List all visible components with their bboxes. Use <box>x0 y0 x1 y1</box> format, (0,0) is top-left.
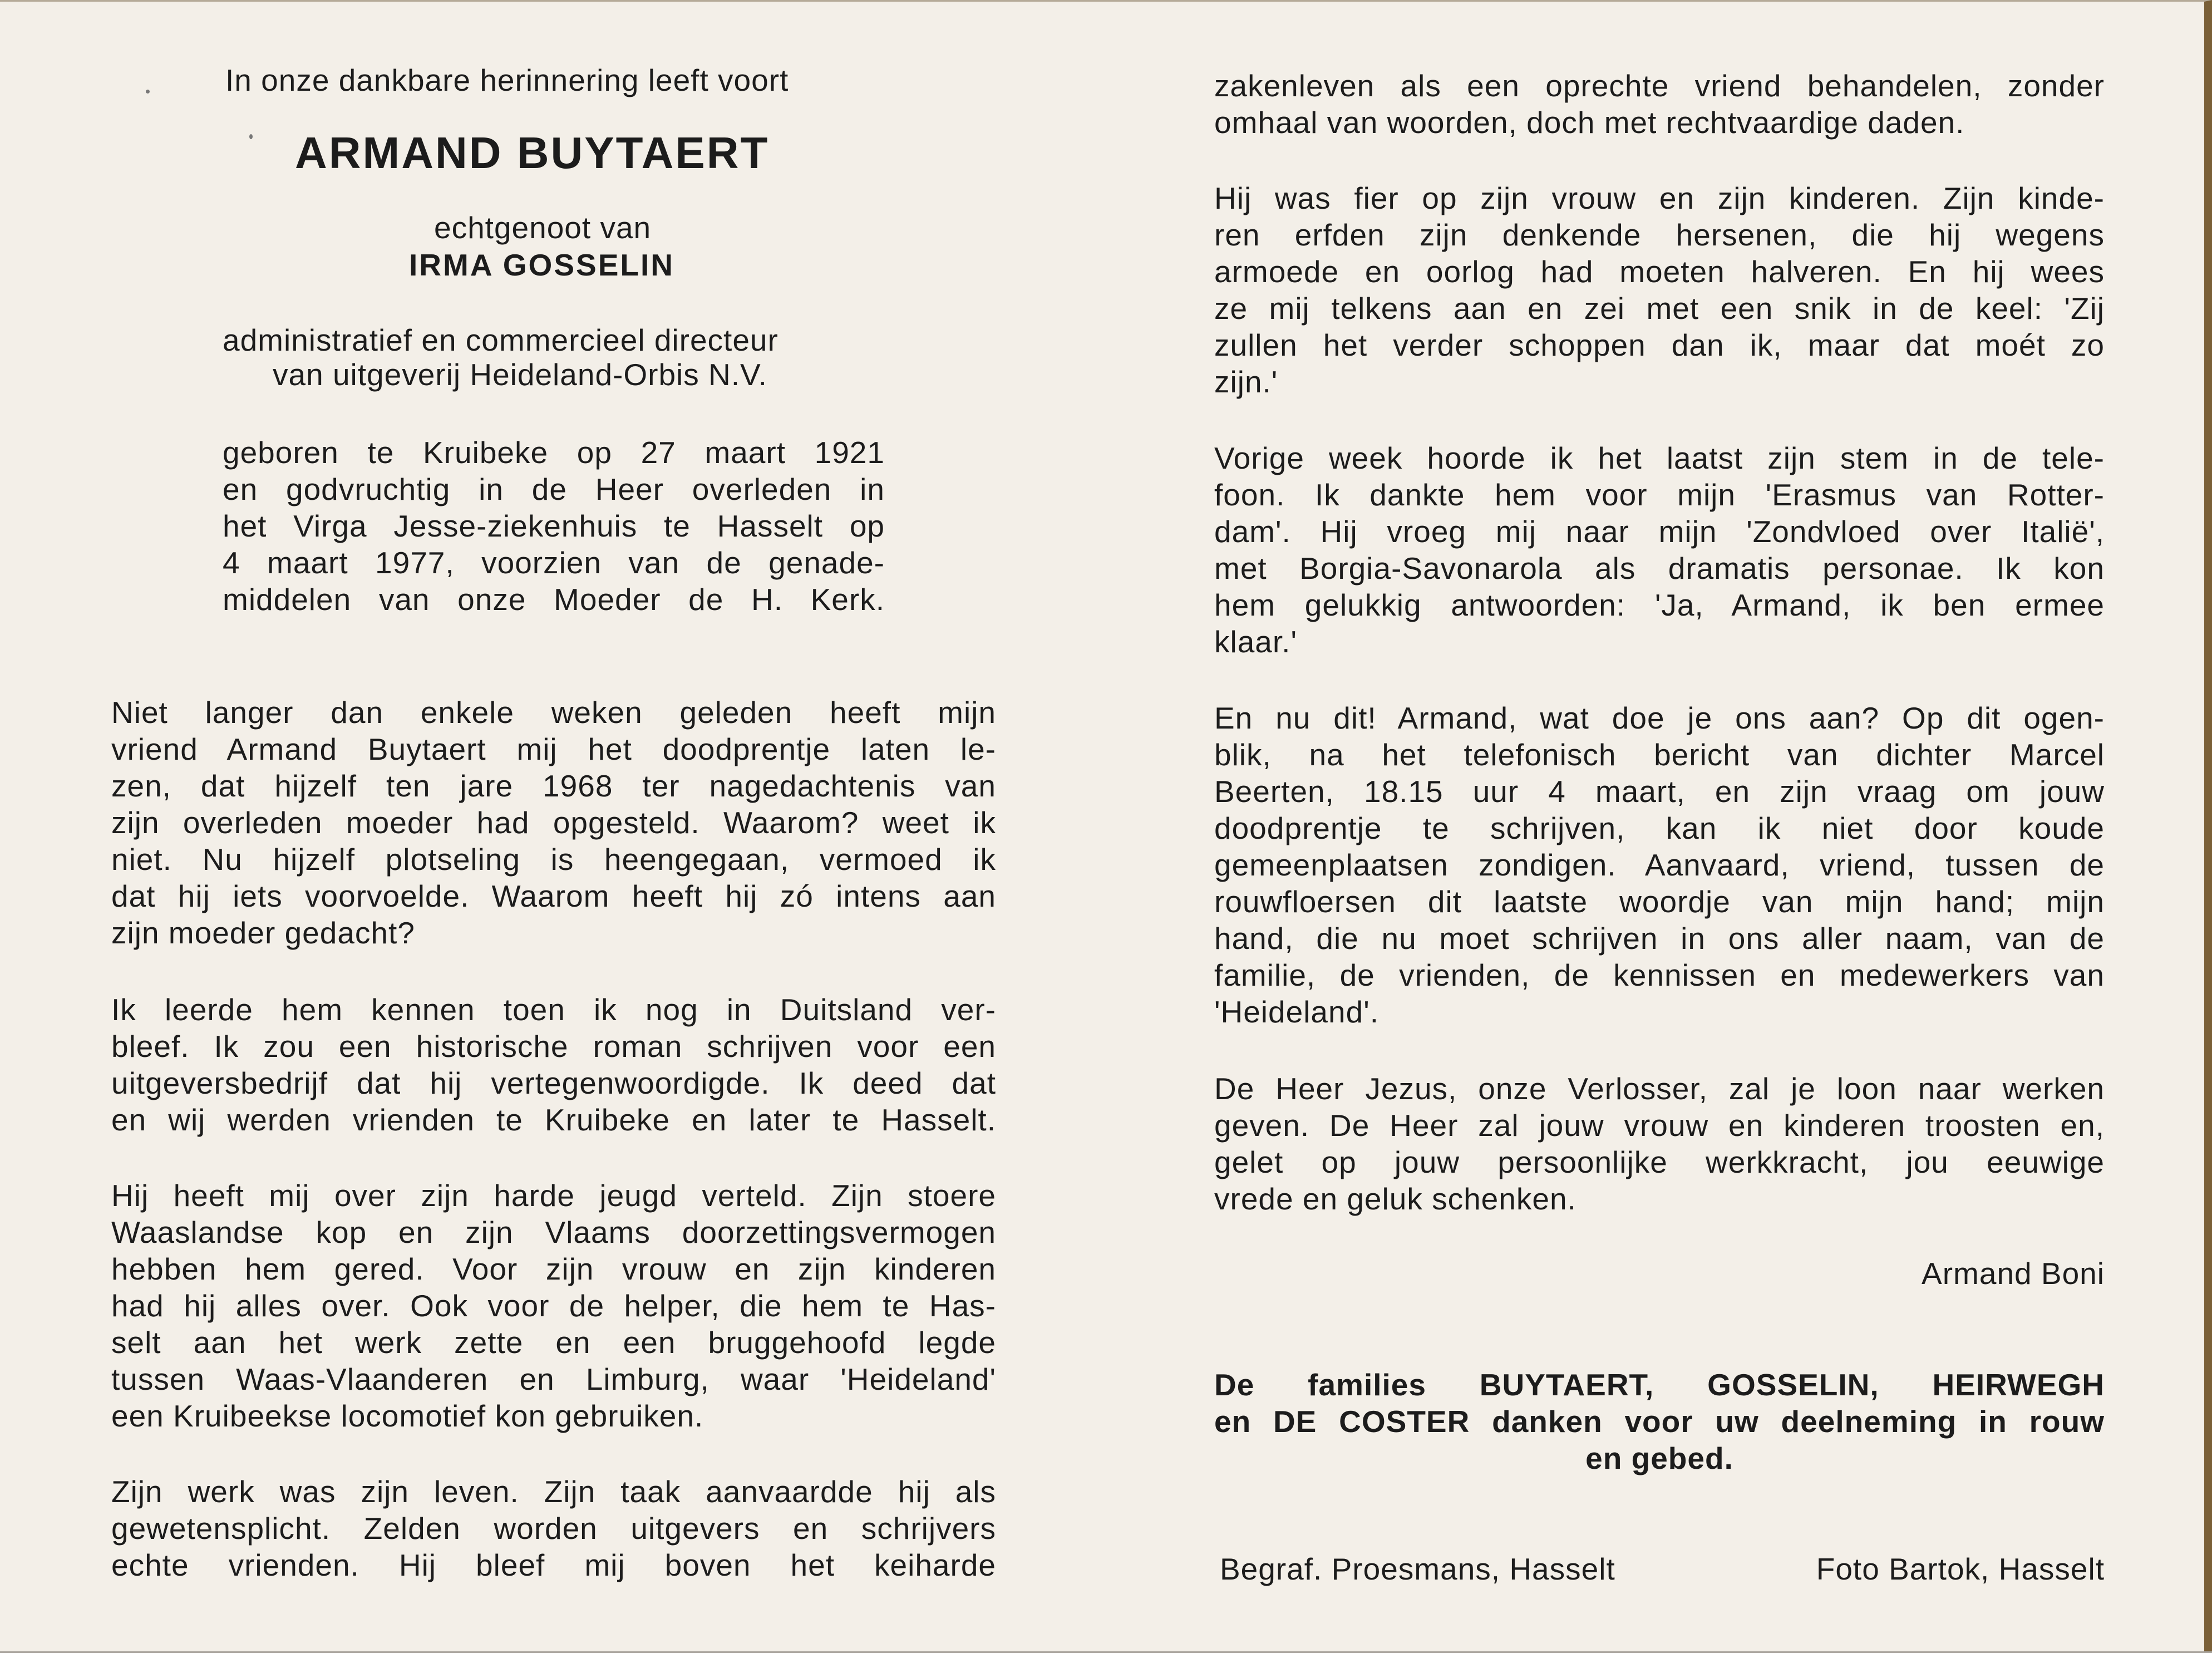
text-line: armoede en oorlog had moeten halveren. En hij wees <box>1214 254 2105 289</box>
text-line: foon. Ik dankte hem voor mijn 'Erasmus van Rotter- <box>1214 478 2105 512</box>
text-line: Hij was fier op zijn vrouw en zijn kinderen. Zijn kinde- <box>1214 181 2105 215</box>
spouse-name: IRMA GOSSELIN <box>409 248 674 282</box>
text-line: gemeenplaatsen zondigen. Aanvaard, vriend, tussen de <box>1214 848 2105 882</box>
role-line: administratief en commercieel directeur <box>223 323 779 357</box>
text-line: ze mij telkens aan en zei met een snik in de keel: 'Zij <box>1214 291 2105 326</box>
text-line: een Kruibeekse locomotief kon gebruiken. <box>111 1399 704 1433</box>
text-line: gelet op jouw persoonlijke werkkracht, jou eeuwige <box>1214 1145 2105 1179</box>
bio-line: geboren te Kruibeke op 27 maart 1921 <box>223 435 885 470</box>
role-line: van uitgeverij Heideland-Orbis N.V. <box>273 357 767 392</box>
text-line: blik, na het telefonisch bericht van dichter Marcel <box>1214 737 2105 772</box>
text-line: uitgeversbedrijf dat hij vertegenwoordigde. Ik deed dat <box>111 1066 996 1100</box>
text-line: dam'. Hij vroeg mij naar mijn 'Zondvloed over Italië', <box>1214 514 2105 549</box>
text-line: bleef. Ik zou een historische roman schrijven voor een <box>111 1029 996 1064</box>
text-line: hebben hem gered. Voor zijn vrouw en zijn kinderen <box>111 1252 996 1286</box>
text-line: zijn moeder gedacht? <box>111 916 415 950</box>
text-line: had hij alles over. Ook voor de helper, die hem te Has- <box>111 1288 996 1323</box>
text-line: En nu dit! Armand, wat doe je ons aan? Op dit ogen- <box>1214 701 2105 735</box>
right-column <box>1213 2 2115 1653</box>
memorial-line: In onze dankbare herinnering leeft voort <box>225 63 789 97</box>
text-line: selt aan het werk zette en een bruggehoofd legde <box>111 1325 996 1360</box>
deceased-name: ARMAND BUYTAERT <box>295 128 770 178</box>
bio-line: middelen van onze Moeder de H. Kerk. <box>223 582 885 617</box>
text-line: Vorige week hoorde ik het laatst zijn stem in de tele- <box>1214 441 2105 475</box>
text-line: en wij werden vrienden te Kruibeke en later te Hasselt. <box>111 1103 996 1137</box>
text-line: zakenleven als een oprechte vriend behandelen, zonder <box>1214 68 2105 103</box>
signature: Armand Boni <box>1922 1256 2105 1291</box>
text-line: vriend Armand Buytaert mij het doodprentje laten le- <box>111 732 996 766</box>
text-line: hand, die nu moet schrijven in ons aller naam, van de <box>1214 921 2105 956</box>
text-line: met Borgia-Savonarola als dramatis personae. Ik kon <box>1214 551 2105 586</box>
text-line: hem gelukkig antwoorden: 'Ja, Armand, ik ben ermee <box>1214 588 2105 622</box>
text-line: Beerten, 18.15 uur 4 maart, en zijn vraag om jouw <box>1214 774 2105 809</box>
photo-credit: Foto Bartok, Hasselt <box>1816 1552 2105 1586</box>
text-line: 'Heideland'. <box>1214 995 1379 1029</box>
text-line: doodprentje te schrijven, kan ik niet door koude <box>1214 811 2105 845</box>
text-line: zen, dat hijzelf ten jare 1968 ter nagedachtenis van <box>111 769 996 803</box>
text-line: Ik leerde hem kennen toen ik nog in Duitsland ver- <box>111 992 996 1027</box>
text-line: echte vrienden. Hij bleef mij boven het keiharde <box>111 1548 996 1582</box>
spouse-intro: echtgenoot van <box>434 210 652 245</box>
text-line: zijn overleden moeder had opgesteld. Waarom? weet ik <box>111 805 996 840</box>
text-line: Niet langer dan enkele weken geleden heeft mijn <box>111 695 996 730</box>
text-line: De Heer Jezus, onze Verlosser, zal je loon naar werken <box>1214 1071 2105 1106</box>
printer-credit: Begraf. Proesmans, Hasselt <box>1220 1552 1615 1586</box>
text-line: geven. De Heer zal jouw vrouw en kinderen troosten en, <box>1214 1108 2105 1143</box>
text-line: familie, de vrienden, de kennissen en medewerkers van <box>1214 958 2105 992</box>
left-column <box>0 2 1107 1653</box>
bio-line: het Virga Jesse-ziekenhuis te Hasselt op <box>223 509 885 543</box>
text-line: ren erfden zijn denkende hersenen, die hij wegens <box>1214 218 2105 252</box>
acknowledgement-line: en DE COSTER danken voor uw deelneming in rouw <box>1214 1404 2105 1439</box>
acknowledgement-line: De families BUYTAERT, GOSSELIN, HEIRWEGH <box>1214 1367 2105 1402</box>
bio-line: en godvruchtig in de Heer overleden in <box>223 472 885 506</box>
acknowledgement-line: en gebed. <box>1585 1441 1733 1475</box>
text-line: omhaal van woorden, doch met rechtvaardige daden. <box>1214 105 1965 140</box>
text-line: Waaslandse kop en zijn Vlaams doorzettingsvermogen <box>111 1215 996 1249</box>
text-line: vrede en geluk schenken. <box>1214 1182 1577 1216</box>
text-line: tussen Waas-Vlaanderen en Limburg, waar 'Heideland' <box>111 1362 996 1396</box>
text-line: Zijn werk was zijn leven. Zijn taak aanvaardde hij als <box>111 1474 996 1509</box>
text-line: zullen het verder schoppen dan ik, maar dat moét zo <box>1214 328 2105 362</box>
text-line: dat hij iets voorvoelde. Waarom heeft hij zó intens aan <box>111 879 996 913</box>
text-line: rouwfloersen dit laatste woordje van mijn hand; mijn <box>1214 884 2105 919</box>
text-line: gewetensplicht. Zelden worden uitgevers en schrijvers <box>111 1511 996 1546</box>
text-line: niet. Nu hijzelf plotseling is heengegaan, vermoed ik <box>111 842 996 877</box>
text-line: klaar.' <box>1214 624 1297 659</box>
text-line: Hij heeft mij over zijn harde jeugd verteld. Zijn stoere <box>111 1178 996 1213</box>
text-line: zijn.' <box>1214 365 1278 399</box>
bio-line: 4 maart 1977, voorzien van de genade- <box>223 545 885 580</box>
